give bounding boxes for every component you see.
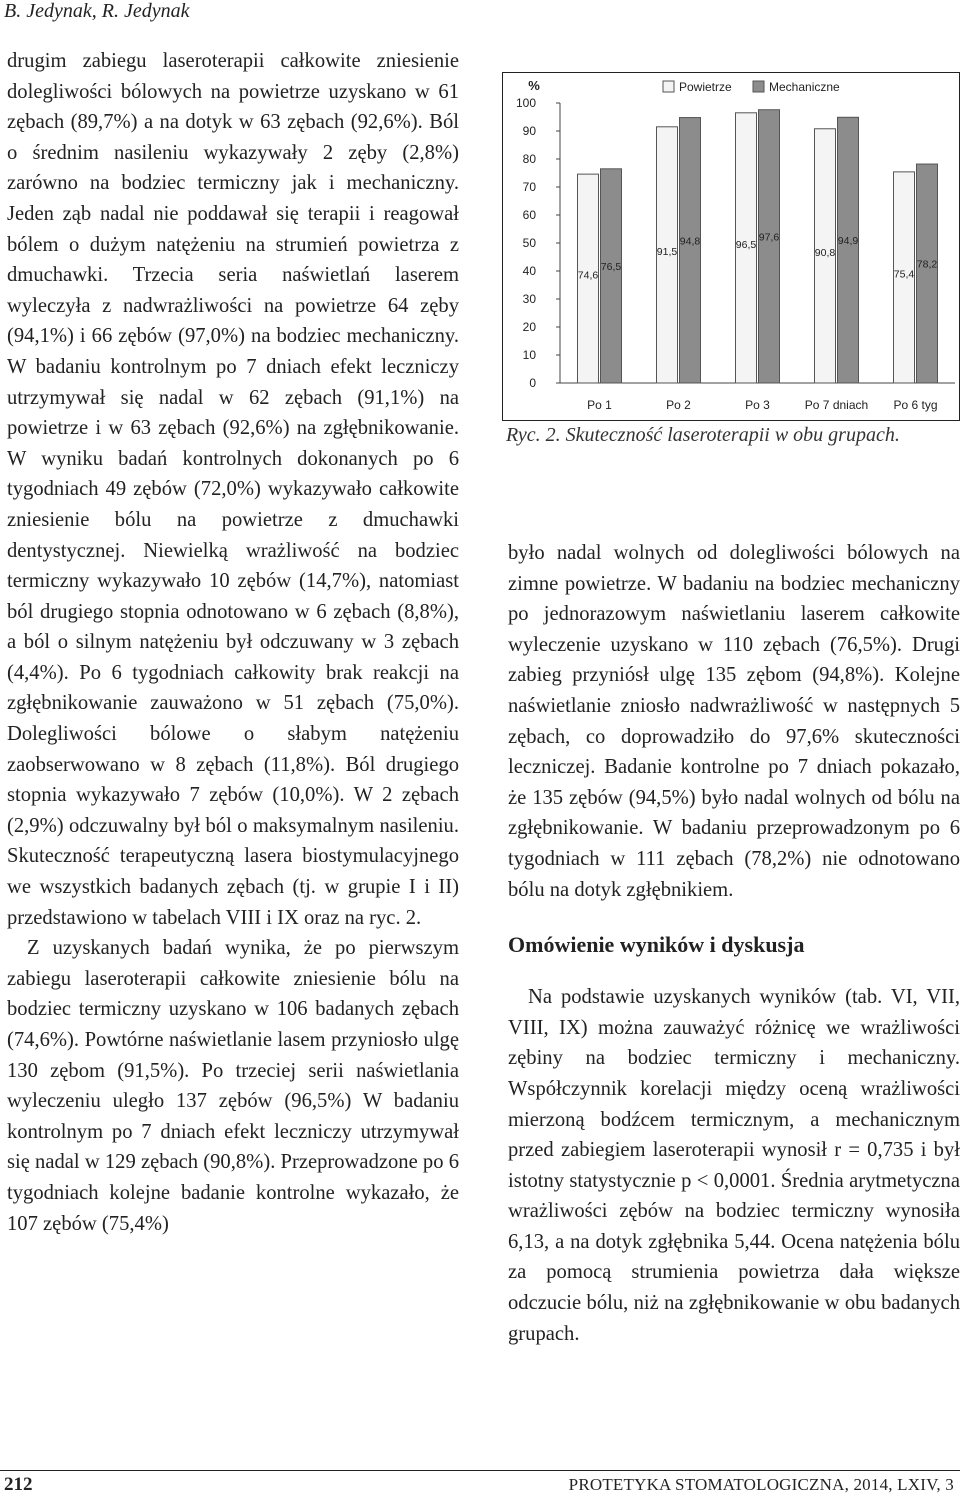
data-label: 91,5 xyxy=(656,245,678,258)
legend-swatch xyxy=(663,81,674,92)
bar-mechaniczne xyxy=(759,110,780,383)
data-label: 78,2 xyxy=(916,258,938,271)
data-label: 75,4 xyxy=(893,268,915,281)
body-paragraph: było nadal wolnych od dolegliwości bólowych na zimne powietrze. W badaniu na bodziec mechaniczny po jednorazowym naświetlaniu laserem całkowite wyleczenie uzyskano w 110 zębach (76,5%). Drugi zabieg przyniósł ulgę 135 zębom (94,8%). Kolejne naświetlanie zniosło nadwrażliwość w następnych 5 zębach, co doprowadziło do 97,6% skuteczności leczniczej. Badanie kontrolne po 7 dniach pokazało, że 135 zębów (94,5%) było nadal wolnych od bólu na zgłębnikowanie. W badaniu przeprowadzonym po 6 tygodniach w 111 zębach (78,2%) nie odnotowano bólu na dotyk zgłębnikiem. xyxy=(508,542,960,901)
x-tick-label: Po 1 xyxy=(587,398,612,412)
figure-caption: Ryc. 2. Skuteczność laseroterapii w obu grupach. xyxy=(506,424,900,446)
y-tick-label: 100 xyxy=(515,96,536,110)
journal-footer: PROTETYKA STOMATOLOGICZNA, 2014, LXIV, 3 xyxy=(568,1475,954,1494)
y-tick-label: 50 xyxy=(522,236,536,250)
data-label: 96,5 xyxy=(735,238,757,251)
figure-chart xyxy=(502,72,960,421)
data-label: 90,8 xyxy=(814,246,836,259)
body-paragraph: Na podstawie uzyskanych wyników (tab. VI, VII, VIII, IX) można zauważyć różnicę we wrażliwości zębiny na bodziec termiczny i mechaniczny. Współczynnik korelacji między oceną wrażliwości mierzoną bodźcem termicznym, a mechanicznym przed zabiegiem laseroterapii wynosił r = 0,735 i był istotny statystycznie p < 0,0001. Średnia arytmetyczna wrażliwości zębów na bodziec termiczny wynosiła 6,13, a na dotyk zgłębnika 5,44. Ocena natężenia bólu za pomocą strumienia powietrza dała większe odczucie bólu, niż na zgłębnikowanie w obu badanych grupach. xyxy=(508,986,960,1345)
data-label: 94,8 xyxy=(679,235,701,248)
y-axis-label: % xyxy=(528,78,540,93)
bar-mechaniczne xyxy=(601,169,622,383)
y-tick-label: 30 xyxy=(522,292,536,306)
y-tick-label: 60 xyxy=(522,208,536,222)
body-paragraph: Z uzyskanych badań wynika, że po pierwszym zabiegu laseroterapii całkowite zniesienie bólu na bodziec termiczny uzyskano w 106 badanych zębach (74,6%). Powtórne naświetlanie lasem przyniosło ulgę 130 zębom (91,5%). Po trzeciej serii naświetlania wyleczeniu uległo 137 zębów (96,5%) W badaniu kontrolnym po 7 dniach efekt leczniczy utrzymywał się nadal w 129 zębach (90,8%). Przeprowadzone po 6 tygodniach kolejne badanie kontrolne wykazało, że 107 zębów (75,4%) xyxy=(7,937,459,1235)
x-tick-label: Po 3 xyxy=(745,398,770,412)
bar-chart xyxy=(503,73,960,422)
y-tick-label: 90 xyxy=(522,124,536,138)
section-heading: Omówienie wyników i dyskusja xyxy=(508,932,805,958)
footer-divider xyxy=(0,1470,960,1471)
y-tick-label: 0 xyxy=(529,376,536,390)
body-paragraph: drugim zabiegu laseroterapii całkowite zniesienie dolegliwości bólowych na powietrze uzyskano w 61 zębach (89,7%) a na dotyk w 63 zębach (92,6%). Ból o średnim nasileniu wykazywały 2 zęby (2,8%) zarówno na bodziec termiczny jak i mechaniczny. Jeden ząb nadal nie poddawał się terapii i reagował bólem o dużym natężeniu na strumień powietrza z dmuchawki. Trzecia seria naświetlań laserem wyleczyła z nadwrażliwości na powietrze 64 zęby (94,1%) i 66 zębów (97,0%) na bodziec mechaniczny. W badaniu kontrolnym po 7 dniach efekt leczniczy utrzymywał się nadal w 62 zębach (91,1%) na powietrze i w 63 zębach (92,6%) na zgłębnikowanie. W wyniku badań kontrolnych dokonanych po 6 tygodniach 49 zębów (72,0%) wykazywało całkowite zniesienie bólu na powietrze z dmuchawki dentystycznej. Niewielką wrażliwość na bodziec termiczny wykazywało 10 zębów (14,7%), natomiast ból drugiego stopnia odnotowano w 6 zębach (8,8%), a ból o silnym natężeniu był odczuwany w 3 zębach (4,4%). Po 6 tygodniach całkowity brak reakcji na zgłębnikowanie zauważono w 51 zębach (75,0%). Dolegliwości bólowe o słabym natężeniu zaobserwowano w 8 zębach (11,8%). Ból drugiego stopnia wykazywało 7 zębów (10,0%). W 2 zębach (2,9%) odczuwalny był ból o maksymalnym nasileniu. Skuteczność terapeutyczną lasera biostymulacyjnego we wszystkich badanych zębach (tj. w grupie I i II) przedstawiono w tabelach VIII i IX oraz na ryc. 2. xyxy=(7,50,459,929)
bar-mechaniczne xyxy=(917,164,938,383)
bar-mechaniczne xyxy=(680,118,701,383)
y-tick-label: 80 xyxy=(522,152,536,166)
y-tick-label: 10 xyxy=(522,348,536,362)
data-label: 76,5 xyxy=(600,260,622,273)
y-tick-label: 20 xyxy=(522,320,536,334)
data-label: 74,6 xyxy=(577,269,599,282)
legend-label: Mechaniczne xyxy=(769,80,840,94)
right-column xyxy=(508,538,960,1349)
y-tick-label: 70 xyxy=(522,180,536,194)
bar-mechaniczne xyxy=(838,117,859,383)
legend-label: Powietrze xyxy=(679,80,732,94)
data-label: 97,6 xyxy=(758,231,780,244)
x-tick-label: Po 6 tyg xyxy=(893,398,938,412)
legend-swatch xyxy=(753,81,764,92)
x-tick-label: Po 7 dniach xyxy=(804,398,869,412)
y-tick-label: 40 xyxy=(522,264,536,278)
running-header: B. Jedynak, R. Jedynak xyxy=(4,0,190,22)
left-column xyxy=(7,46,459,1239)
x-tick-label: Po 2 xyxy=(666,398,691,412)
data-label: 94,9 xyxy=(837,235,859,248)
page-number: 212 xyxy=(4,1474,33,1495)
